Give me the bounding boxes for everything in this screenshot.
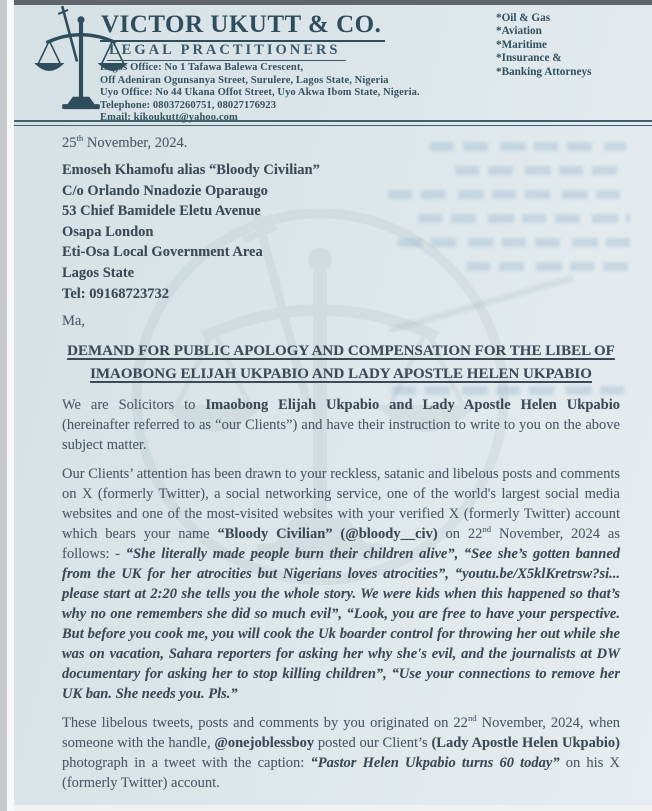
scan-edge-left — [0, 0, 7, 811]
letter-date: 25th November, 2024. — [62, 133, 188, 151]
firm-address-block — [100, 62, 420, 125]
scan-edge-left-inner — [7, 0, 14, 811]
recipient-line: Osapa London — [62, 223, 154, 240]
letterhead-divider — [14, 120, 652, 126]
paragraph-2: Our Clients’ attention has been drawn to your reckless, satanic and libelous posts and comments on X (formerly Twitter), a social networking service, one of the world's largest social media websites and one of the most-visited websites with your verified X (formerly Twitter) account which bears your name “Bloody Civilian” (@bloody__civ) on 22nd November, 2024 as follows: - “She literally made people burn their children alive”, “See she’s gotten banned from the UK for her atrocities but Nigerians loves atrocities”, “youtu.be/X5klKretrsw?si... please start at 2:20 she tells you the whole story. We were kids when this happened so that’s why no one remembers she did so much evil”, “Look, you are free to have your perspective. But before you cook me, you will cook the Uk boarder control for throwing her out while she was on vacation, Sahara reporters for asking her why she's evil, and the journalists at DW documentary for asking her to stop killing children”, “Use your connections to remove her UK ban. She needs you. Pls.” — [62, 466, 621, 703]
salutation: Ma, — [62, 313, 85, 330]
address-line: Off Adeniran Ogunsanya Street, Surulere, Lagos State, Nigeria — [100, 74, 389, 86]
firm-subtitle: LEGAL PRACTITIONERS — [107, 42, 346, 61]
practice-area-item: *Oil & Gas — [496, 12, 551, 24]
recipient-line: Tel: 09168723732 — [62, 285, 170, 302]
paragraph-3: These libelous tweets, posts and comments by you originated on 22nd November, 2024, when someone with the handle, @onejoblessboy posted our Client’s (Lady Apostle Helen Ukpabio) photograph in a tweet with the caption: “Pastor Helen Ukpabio turns 60 today” on his X (formerly Twitter) account. — [62, 713, 621, 792]
recipient-line: 53 Chief Bamidele Eletu Avenue — [62, 203, 261, 220]
address-line: Lagos Office: No 1 Tafawa Balewa Crescent, — [100, 62, 304, 73]
address-line: Uyo Office: No 44 Ukana Offot Street, Uyo Akwa Ibom State, Nigeria. — [100, 87, 420, 99]
address-line: Telephone: 08037260751, 08027176923 — [100, 99, 277, 111]
recipient-line: C/o Orlando Nnadozie Oparaugo — [62, 182, 268, 199]
practice-area-item: *Aviation — [496, 25, 542, 38]
scan-edge-top — [14, 0, 652, 5]
firm-name: VICTOR UKUTT & CO. — [100, 11, 385, 42]
practice-area-item: *Banking Attorneys — [496, 65, 592, 78]
practice-area-item: *Maritime — [496, 38, 547, 51]
recipient-line: Emoseh Khamofu alias “Bloody Civilian” — [62, 162, 320, 178]
recipient-line: Lagos State — [62, 264, 135, 281]
paragraph-1: We are Solicitors to Imaobong Elijah Ukpabio and Lady Apostle Helen Ukpabio (hereinafter referred to as “our Clients”) and have their instruction to write to you on the above subject matter. — [62, 397, 620, 454]
address-line: Email: kikoukutt@yahoo.com — [100, 112, 238, 124]
practice-areas-list — [496, 12, 591, 79]
scan-edge-bottom — [14, 805, 652, 811]
practice-area-item: *Insurance & — [496, 52, 562, 65]
subject-heading: DEMAND FOR PUBLIC APOLOGY AND COMPENSATION FOR THE LIBEL OF IMAOBONG ELIJAH UKPABIO AND LADY APOSTLE HELEN UKPABIO — [67, 343, 615, 383]
recipient-line: Eti-Osa Local Government Area — [62, 244, 263, 261]
letter-body — [62, 133, 620, 793]
recipient-address-block — [62, 160, 620, 304]
